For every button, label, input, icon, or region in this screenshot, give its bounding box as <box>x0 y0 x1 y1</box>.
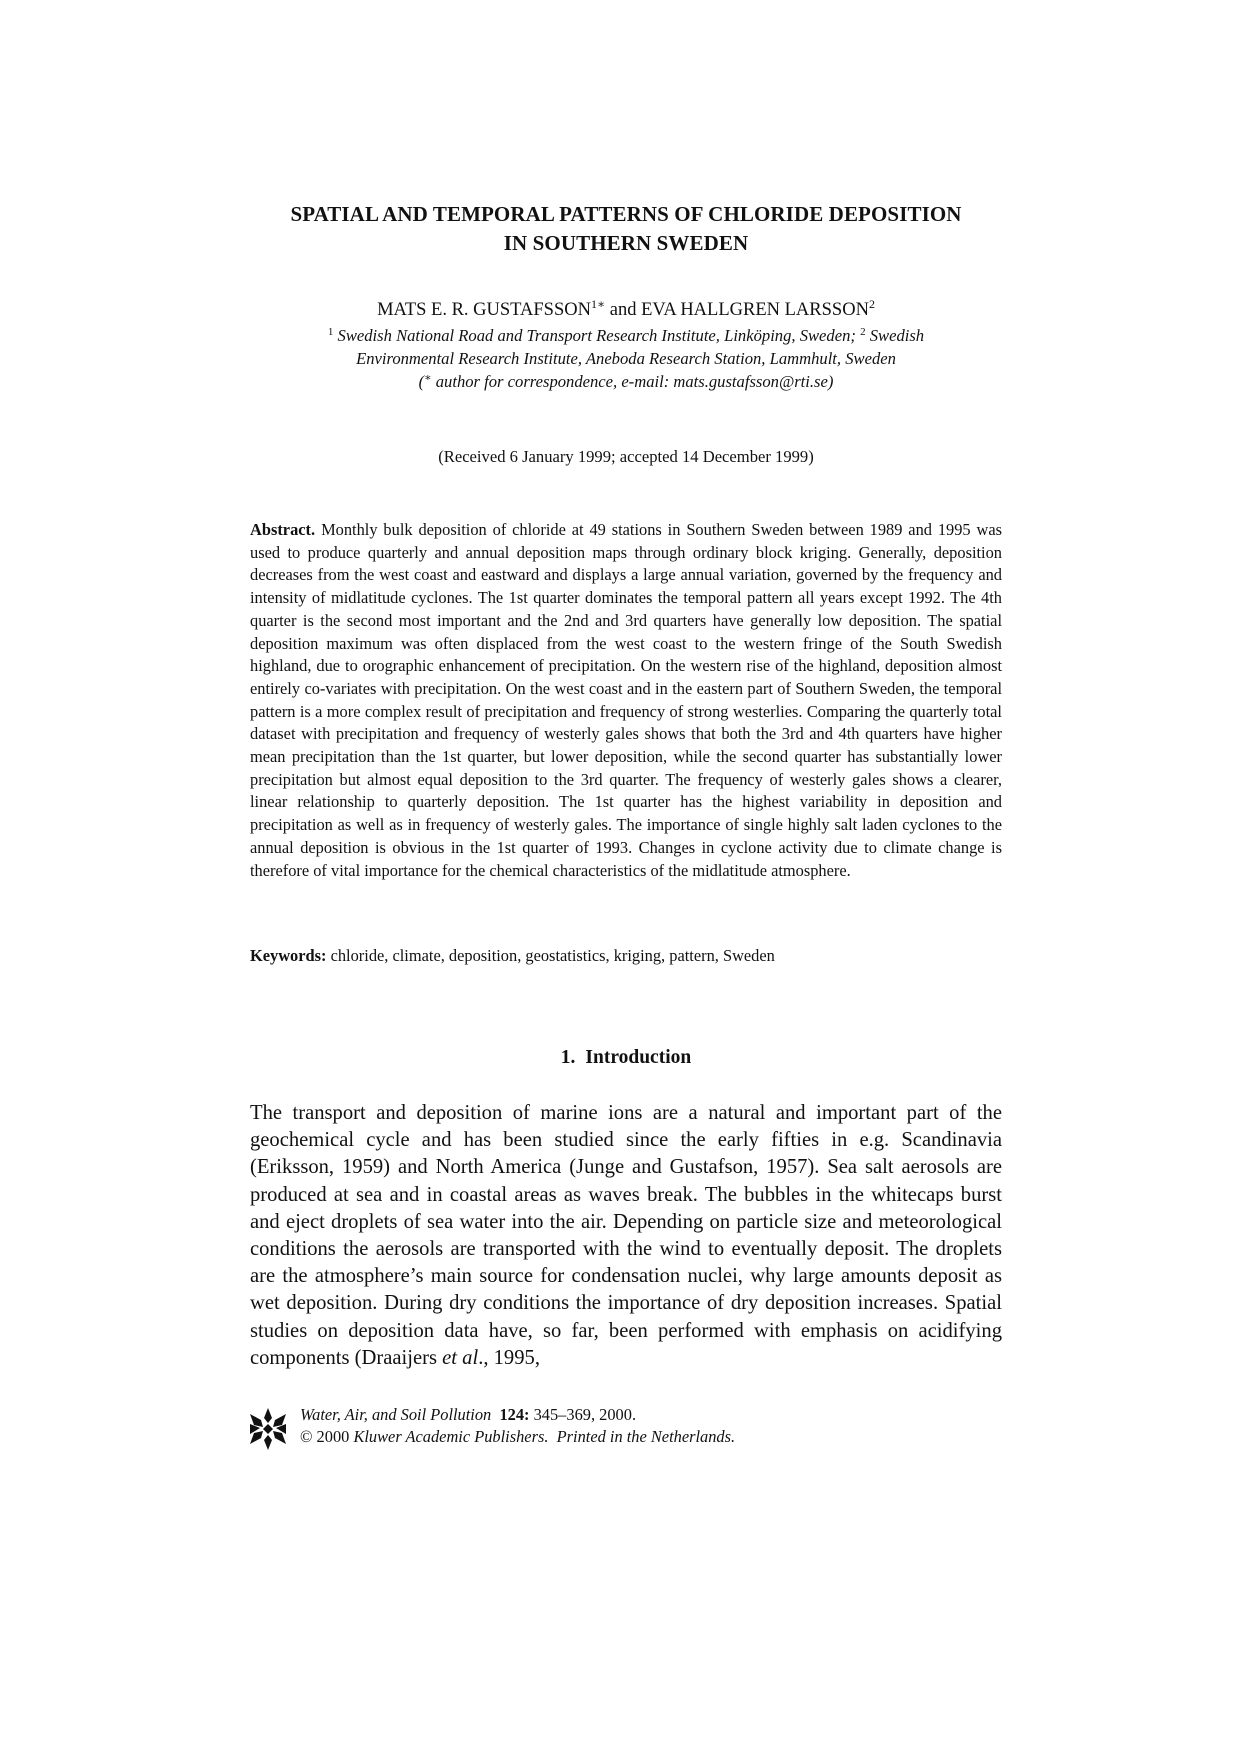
affil-mark-1: 1 <box>327 326 334 338</box>
title-line-1: SPATIAL AND TEMPORAL PATTERNS OF CHLORIDE DEPOSITION <box>290 202 962 226</box>
kluwer-logo-icon <box>250 1408 286 1450</box>
received-dates: (Received 6 January 1999; accepted 14 December 1999) <box>438 447 814 466</box>
footer-text <box>300 1404 735 1448</box>
journal-name: Water, Air, and Soil Pollution <box>300 1405 492 1424</box>
author-2-mark: 2 <box>868 297 875 311</box>
introduction-body <box>250 1100 1002 1372</box>
paper-title <box>250 200 1002 258</box>
footer-line-2 <box>300 1426 735 1448</box>
author-1: MATS E. R. GUSTAFSSON <box>377 300 591 320</box>
affiliations <box>250 324 1002 393</box>
printed-in: Printed in the Netherlands. <box>556 1427 736 1446</box>
author-list <box>250 298 1002 322</box>
abstract-label: Abstract. <box>250 520 316 539</box>
copyright-year: 2000 <box>312 1427 354 1446</box>
keywords-text: chloride, climate, deposition, geostatistics, kriging, pattern, Sweden <box>326 946 775 965</box>
publisher-name: Kluwer Academic Publishers. <box>353 1427 549 1446</box>
author-2: EVA HALLGREN LARSSON <box>641 300 869 320</box>
body-text-main: The transport and deposition of marine ions are a natural and important part of the geochemical cycle and has been studied since the early fifties in e.g. Scandinavia (Eriksson, 1959) and North America (Junge and Gustafson, 1957). Sea salt aerosols are produced at sea and in coastal areas as waves break. The bubbles in the whitecaps burst and eject droplets of sea water into the air. Depending on particle size and meteorological conditions the aerosols are transported with the wind to eventually deposit. The droplets are the atmosphere’s main source for condensation nuclei, why large amounts deposit as wet deposition. During dry conditions the importance of dry deposition increases. Spatial studies on deposition data have, so far, been performed with emphasis on acidifying components (Draaijers <box>250 1102 1002 1369</box>
correspondence-mark: ∗ <box>424 372 432 384</box>
keywords <box>250 945 1002 967</box>
affiliation-1: Swedish National Road and Transport Research Institute, Linköping, Sweden; <box>333 326 861 345</box>
abstract <box>250 519 1002 882</box>
body-text-end: ., 1995, <box>478 1346 540 1369</box>
body-etal: et al <box>442 1346 479 1369</box>
affiliation-line-1 <box>250 324 1002 347</box>
journal-pages: 345–369, 2000. <box>529 1405 637 1424</box>
title-line-2: IN SOUTHERN SWEDEN <box>503 231 749 255</box>
affiliation-2-rest: Environmental Research Institute, Aneboda Research Station, Lammhult, Sweden <box>356 349 896 368</box>
journal-volume: 124: <box>499 1405 530 1424</box>
correspondence-line <box>250 370 1002 393</box>
section-title: Introduction <box>585 1047 692 1068</box>
section-number: 1. <box>560 1047 576 1068</box>
author-and: and <box>605 300 642 320</box>
abstract-text: Monthly bulk deposition of chloride at 49 stations in Southern Sweden between 1989 and 1995 was used to produce quarterly and annual deposition maps through ordinary block kriging. Generally, deposition decreases from the west coast and eastward and displays a large annual variation, governed by the frequency and intensity of midlatitude cyclones. The 1st quarter dominates the temporal pattern all years except 1992. The 4th quarter is the second most important and the 2nd and 3rd quarters have generally low deposition. The spatial deposition maximum was often displaced from the west coast to the western fringe of the South Swedish highland, due to orographic enhancement of precipitation. On the western rise of the highland, deposition almost entirely co-variates with precipitation. On the west coast and in the eastern part of Southern Sweden, the temporal pattern is a more complex result of precipitation and frequency of strong westerlies. Comparing the quarterly total dataset with precipitation and frequency of westerly gales shows that both the 3rd and 4th quarters have higher mean precipitation than the 1st quarter, but lower deposition, while the second quarter has substantially lower precipitation but almost equal deposition to the 3rd quarter. The frequency of westerly gales shows a clearer, linear relationship to quarterly deposition. The 1st quarter has the highest variability in deposition and precipitation as well as in frequency of westerly gales. The importance of single highly salt laden cyclones to the annual deposition is obvious in the 1st quarter of 1993. Changes in cyclone activity due to climate change is therefore of vital importance for the chemical characteristics of the midlatitude atmosphere. <box>250 520 1002 880</box>
correspondence-text: author for correspondence, e-mail: mats.gustafsson@rti.se) <box>431 372 834 391</box>
affiliation-2-start: Swedish <box>865 326 925 345</box>
author-1-mark: 1∗ <box>590 297 606 311</box>
footer-line-1 <box>300 1404 735 1426</box>
journal-footer <box>250 1404 1002 1452</box>
correspondence-open: ( <box>418 372 425 391</box>
keywords-label: Keywords: <box>250 946 327 965</box>
copyright-symbol: © <box>300 1427 313 1446</box>
paper-page <box>250 0 1002 1755</box>
affil-mark-2: 2 <box>860 326 866 338</box>
section-heading <box>250 1045 1002 1071</box>
